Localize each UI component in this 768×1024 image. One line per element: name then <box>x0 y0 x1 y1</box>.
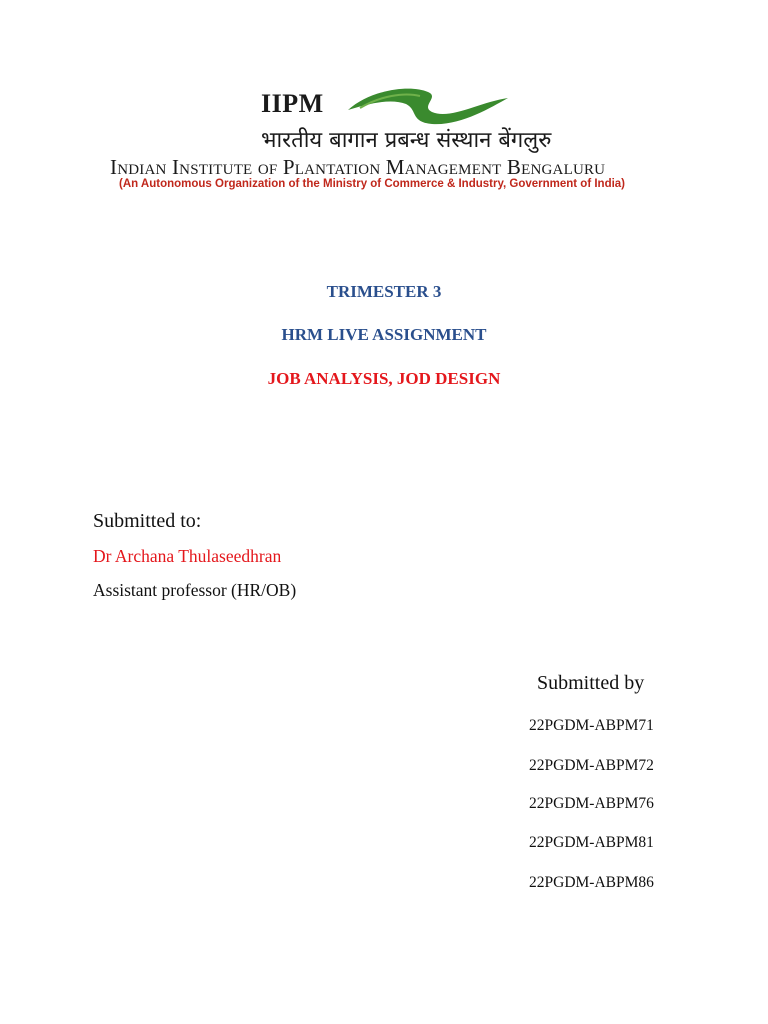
logo-english-name: Indian Institute of Plantation Management Bengaluru <box>110 155 606 179</box>
roll-number: 22PGDM-ABPM81 <box>529 834 654 851</box>
roll-number: 22PGDM-ABPM86 <box>529 874 654 891</box>
roll-number: 22PGDM-ABPM72 <box>529 757 654 774</box>
roll-number: 22PGDM-ABPM76 <box>529 795 654 812</box>
logo-hindi-name: भारतीय बागान प्रबन्ध संस्थान बेंगलुरु <box>261 128 552 153</box>
logo-subtitle: (An Autonomous Organization of the Ministry of Commerce & Industry, Government of India) <box>119 178 626 190</box>
roll-number: 22PGDM-ABPM71 <box>529 717 654 734</box>
assignment-title: HRM LIVE ASSIGNMENT <box>281 325 487 344</box>
topic-title: JOB ANALYSIS, JOD DESIGN <box>267 369 501 388</box>
professor-name: Dr Archana Thulaseedhran <box>93 546 282 566</box>
submitted-to-label: Submitted to: <box>93 510 202 532</box>
logo-acronym: IIPM <box>261 89 324 118</box>
professor-designation: Assistant professor (HR/OB) <box>93 580 297 600</box>
submitted-by-label: Submitted by <box>537 672 645 694</box>
trimester-title: TRIMESTER 3 <box>326 282 442 301</box>
